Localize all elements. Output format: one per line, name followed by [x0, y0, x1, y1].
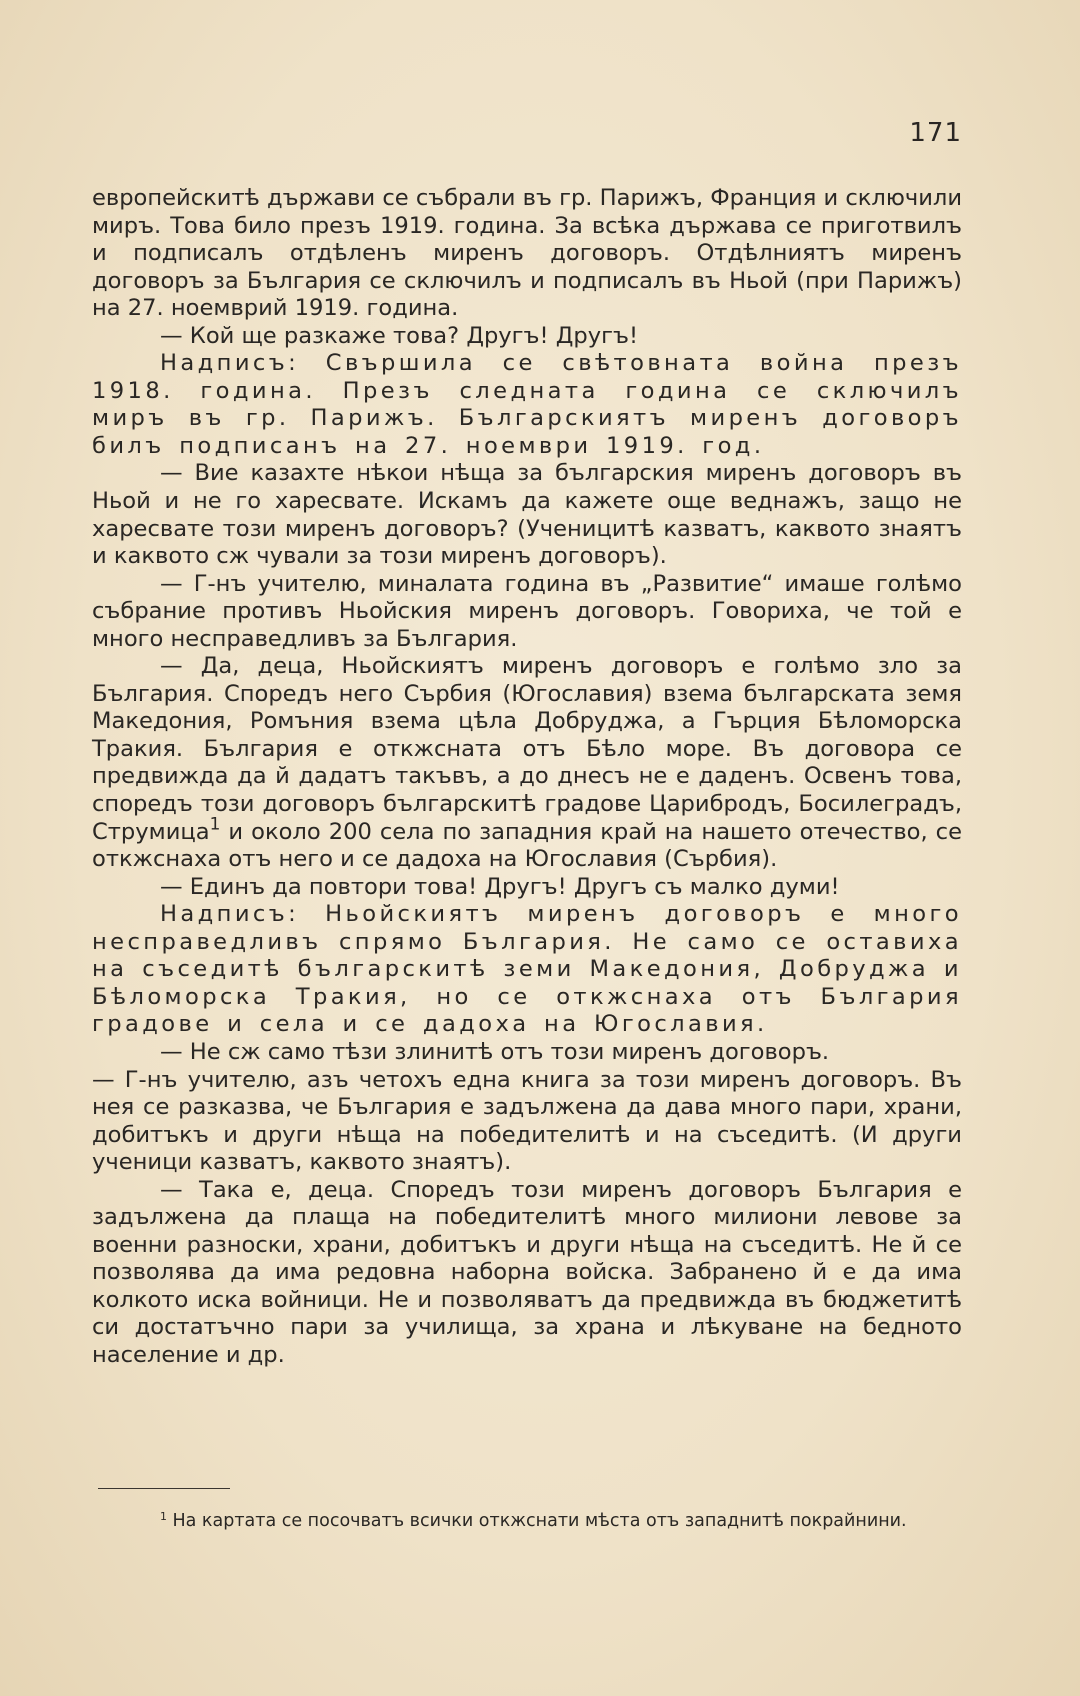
notice-text: Свършила се свѣтовната война презъ 1918. година. Презъ следната година се сключилъ миръ въ гр. Парижъ. Българскиятъ миренъ договоръ билъ подписанъ на 27. ноември 1919. год.: [92, 350, 962, 459]
body-text: [92, 185, 962, 1370]
dialogue-line: — Така е, деца. Споредъ този миренъ договоръ България е задължена да плаща на победителитѣ много милиони левове за военни разноски, храни, добитъкъ и други нѣща на съседитѣ. Не й се позволява да има редовна наборна войска. Забранено й е да има колкото иска войници. Не и позволяватъ да предвижда въ бюджетитѣ си достатъчно пари за училища, за храна и лѣкуване на бедното население и др.: [92, 1176, 962, 1368]
notice-label: Надписъ:: [160, 901, 300, 928]
notice-paragraph: [92, 901, 962, 1039]
paragraph: европейскитѣ държави се събрали въ гр. Парижъ, Франция и сключили миръ. Това било презъ 1919. година. За всѣка държава се приготвилъ и подписалъ отдѣленъ миренъ договоръ. Отдѣлниятъ миренъ договоръ за България се сключилъ и подписалъ въ Ньой (при Парижъ) на 27. ноемврий 1919. година.: [92, 185, 963, 322]
footnote-reference: 1: [209, 813, 221, 834]
dialogue-line: — Г-нъ учителю, азъ четохъ една книга за този миренъ договоръ. Въ нея се разказва, че България е задължена да дава много пари, храни, добитъкъ и други нѣща на победителитѣ и на съседитѣ. (И други ученици казватъ, каквото знаятъ).: [92, 1066, 962, 1176]
dialogue-line: — Не сж само тѣзи злинитѣ отъ този миренъ договоръ.: [160, 1038, 830, 1065]
dialogue-text: и около 200 села по западния край на нашето отечество, се откжснаха отъ него и се дадоха на Югославия (Сърбия).: [92, 818, 962, 873]
dialogue-line: [92, 653, 962, 873]
dialogue-text: — Да, деца, Ньойскиятъ миренъ договоръ е голѣмо зло за България. Споредъ него Сърбия (Югославия) взема българската земя Македония, Ромъния взема цѣла Добруджа, а Гърция Бѣломорска Тракия. България е откжсната отъ Бѣло море. Въ договора се предвижда да й дадатъ такъвъ, а до днесъ не е даденъ. Освенъ това, споредъ този договоръ българскитѣ градове Царибродъ, Босилеградъ, Струмица: [92, 653, 962, 845]
dialogue-line: — Кой ще разкаже това? Другъ! Другъ!: [160, 322, 639, 349]
footnote-divider: [98, 1488, 230, 1489]
notice-text: Ньойскиятъ миренъ договоръ е много несправедливъ спрямо България. Не само се оставиха на съседитѣ българскитѣ земи Македония, Добруджа и Бѣломорска Тракия, но се откжснаха отъ България градове и села и се дадоха на Югославия.: [92, 901, 962, 1038]
dialogue-line: — Г-нъ учителю, миналата година въ „Развитие“ имаше голѣмо събрание противъ Ньойския миренъ договоръ. Говориха, че той е много несправедливъ за България.: [92, 570, 962, 652]
dialogue-line: — Вие казахте нѣкои нѣща за българския миренъ договоръ въ Ньой и не го харесвате. Искамъ да кажете още веднажъ, защо не харесвате този миренъ договоръ? (Ученицитѣ казватъ, каквото знаятъ и каквото сж чували за този миренъ договоръ).: [92, 460, 962, 570]
page-number: 171: [909, 118, 962, 148]
notice-label: Надписъ:: [160, 350, 300, 377]
dialogue-line: — Единъ да повтори това! Другъ! Другъ съ малко думи!: [160, 873, 840, 900]
notice-paragraph: [92, 350, 962, 460]
footnote: [92, 1510, 962, 1532]
footnote-mark: 1: [160, 1510, 167, 1524]
footnote-text: На картата се посочватъ всички откжснати мѣста отъ западнитѣ покрайнини.: [172, 1511, 907, 1531]
